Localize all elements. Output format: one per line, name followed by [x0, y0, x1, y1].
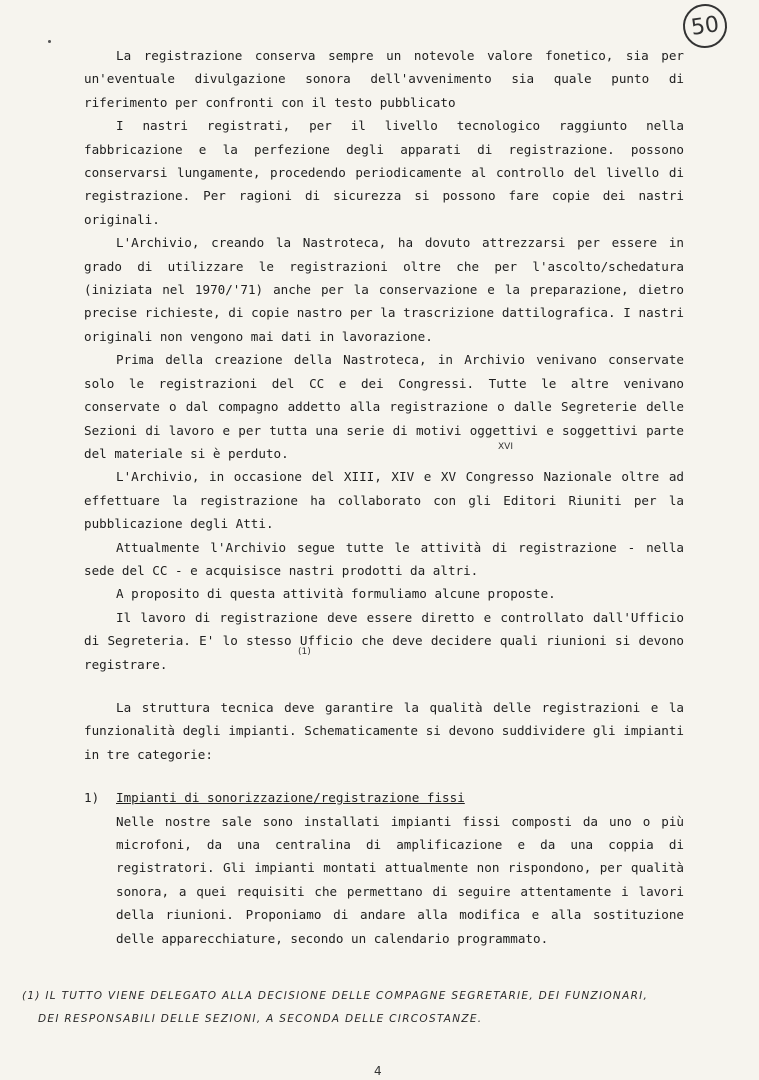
- page-number: 4: [374, 1064, 382, 1078]
- punch-mark: [48, 40, 51, 43]
- paragraph-5: L'Archivio, in occasione del XIII, XIV e XV Congresso Nazionale oltre ad effettuare la registrazione ha collaborato con gli Editori Riuniti per la pubblicazione degli Atti.: [84, 469, 692, 532]
- paragraph-4: Prima della creazione della Nastroteca, in Archivio venivano conservate solo le registrazioni del CC e dei Congressi. Tutte le altre venivano conservate o dal compagno addetto alla registrazione o dalle Segreterie delle Sezioni di lavoro e per tutta una serie di motivi oggettivi e soggettivi parte del materiale si è perduto.: [84, 352, 692, 461]
- paragraph-6: Attualmente l'Archivio segue tutte le attività di registrazione - nella sede del CC - e acquisisce nastri prodotti da altri.: [84, 539, 692, 578]
- handwritten-note-line-1: (1) IL TUTTO VIENE DELEGATO ALLA DECISIONE DELLE COMPAGNE SEGRETARIE, DEI FUNZIONARI,: [22, 990, 649, 1002]
- list-item: [84, 786, 684, 950]
- paragraph-8: Il lavoro di registrazione deve essere diretto e controllato dall'Ufficio di Segreteria. E' lo stesso Ufficio che deve decidere quali riunioni si devono registrare.: [84, 609, 692, 672]
- annotation-xvi: XVI: [498, 442, 513, 452]
- paragraph-2: I nastri registrati, per il livello tecnologico raggiunto nella fabbricazione e la perfezione degli apparati di registrazione. possono conservarsi lungamente, procedendo periodicamente al controllo del livello di registrazione. Per ragioni di sicurezza si possono fare copie dei nastri originali.: [84, 118, 692, 227]
- body-text: [84, 44, 692, 950]
- list-title: Impianti di sonorizzazione/registrazione fissi: [116, 790, 465, 806]
- handwritten-note-line-2: DEI RESPONSABILI DELLE SEZIONI, A SECONDA DELLE CIRCOSTANZE.: [38, 1013, 483, 1025]
- paragraph-3: L'Archivio, creando la Nastroteca, ha dovuto attrezzarsi per essere in grado di utilizzare le registrazioni oltre che per l'ascolto/schedatura (iniziata nel 1970/'71) anche per la conservazione e la preparazione, dietro precise richieste, di copie nastro per la trascrizione dattilografica. I nastri originali non vengono mai dati in lavorazione.: [84, 235, 692, 344]
- list-body: Nelle nostre sale sono installati impianti fissi composti da uno o più microfoni, da una centralina di amplificazione e da una coppia di registratori. Gli impianti montati attualmente non rispondono, per qualità sonora, a quei requisiti che permettano di seguire attentamente i lavori della riunioni. Proponiamo di andare alla modifica e alla sostituzione delle apparecchiature, secondo un calendario programmato.: [116, 813, 684, 946]
- footnote-marker: (1): [298, 647, 311, 657]
- page-stamp: 50: [680, 1, 730, 51]
- paragraph-7: A proposito di questa attività formuliamo alcune proposte.: [116, 586, 556, 602]
- paragraph-9: La struttura tecnica deve garantire la qualità delle registrazioni e la funzionalità degli impianti. Schematicamente si devono suddividere gli impianti in tre categorie:: [84, 699, 692, 762]
- list-number: 1): [84, 790, 100, 806]
- paragraph-1: La registrazione conserva sempre un notevole valore fonetico, sia per un'eventuale divulgazione sonora dell'avvenimento sia quale punto di riferimento per confronti con il testo pubblicato: [84, 48, 692, 110]
